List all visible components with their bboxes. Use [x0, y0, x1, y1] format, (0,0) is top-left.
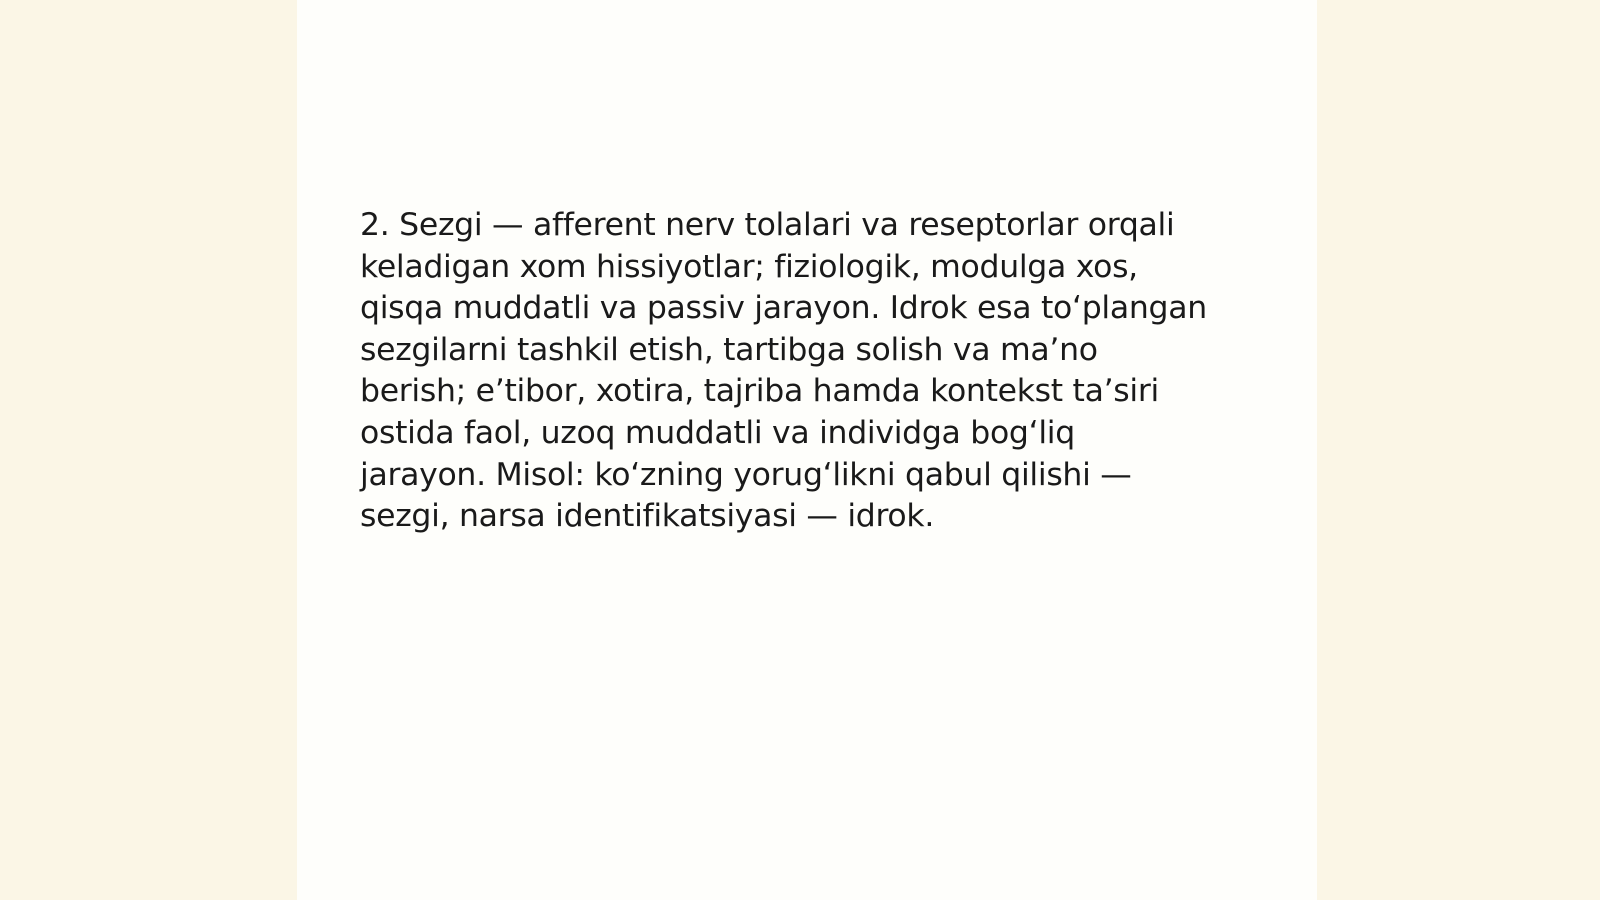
paragraph-line: jarayon. Misol: ko‘zning yorug‘likni qabul qilishi — — [360, 456, 1132, 493]
paragraph-line: sezgi, narsa identifikatsiyasi — idrok. — [360, 498, 935, 535]
body-paragraph — [360, 205, 1260, 538]
paragraph-line: sezgilarni tashkil etish, tartibga solish va ma’no — [360, 331, 1098, 368]
paragraph-line: 2. Sezgi — afferent nerv tolalari va reseptorlar orqali — [360, 207, 1175, 243]
content-page — [297, 0, 1317, 900]
paragraph-line: berish; e’tibor, xotira, tajriba hamda kontekst ta’siri — [360, 373, 1159, 410]
paragraph-line: keladigan xom hissiyotlar; fiziologik, modulga xos, — [360, 248, 1138, 285]
paragraph-line: qisqa muddatli va passiv jarayon. Idrok esa to‘plangan — [360, 290, 1207, 327]
paragraph-line: ostida faol, uzoq muddatli va individga bog‘liq — [360, 414, 1075, 451]
